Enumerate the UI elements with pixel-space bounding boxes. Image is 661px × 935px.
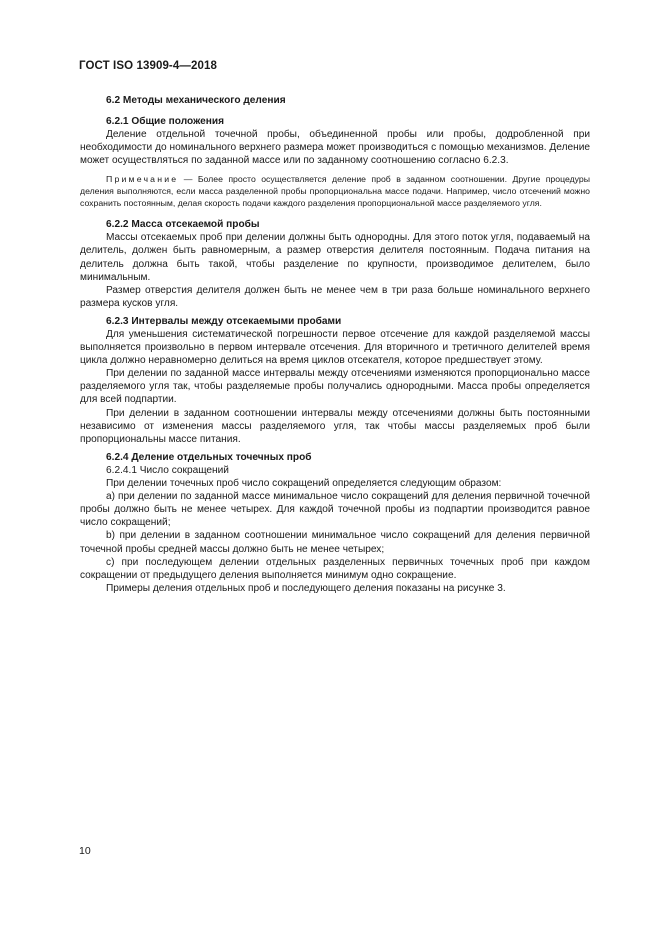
document-body xyxy=(80,94,590,595)
section-6-2-1-paragraph: Деление отдельной точечной пробы, объединенной пробы или пробы, додробленной при необходимости до номинального верхнего размера может производиться с помощью механизмов. Деление может осуществляться по заданной массе или по заданному соотношению согласно 6.2.3. xyxy=(80,129,590,167)
section-6-2-title: 6.2 Методы механического деления xyxy=(106,95,286,106)
note-paragraph xyxy=(80,174,590,209)
section-6-2-2-paragraph-1: Массы отсекаемых проб при делении должны быть однородны. Для этого поток угля, подаваемый на делитель, должен быть равномерным, а размер отверстия делителя постоянным. Подача питания на делитель должна быть такой, чтобы разделение по крупности, производимое делителем, было минимальным. xyxy=(80,232,590,283)
section-6-2-4-1-title: 6.2.4.1 Число сокращений xyxy=(106,464,229,476)
list-item-a: а) при делении по заданной массе минимальное число сокращений для деления первичной точечной пробы должно быть не менее четырех. Для каждой точечной пробы из подпартии производится равное число сокращений; xyxy=(80,491,590,529)
section-6-2-3-paragraph-2: При делении по заданной массе интервалы между отсечениями изменяются пропорционально массе разделяемого угля так, чтобы разделяемые пробы получались однородными. Масса пробы определяется для всей подпартии. xyxy=(80,368,590,406)
section-6-2-4-paragraph-2: Примеры деления отдельных проб и последующего деления показаны на рисунке 3. xyxy=(106,582,506,594)
section-6-2-2-paragraph-2: Размер отверстия делителя должен быть не менее чем в три раза больше номинального верхнего размера кусков угля. xyxy=(80,284,590,309)
section-6-2-1-title: 6.2.1 Общие положения xyxy=(106,116,224,128)
document-header: ГОСТ ISO 13909-4—2018 xyxy=(79,60,217,72)
note-text: — Более просто осуществляется деление проб в заданном соотношении. Другие процедуры деления выполняются, если масса разделенной пробы пропорциональна массе подачи. Например, число отсечений можно сохранить постоянным, делая скорость подачи каждого разделения пропорциональной массе разделяемого угля. xyxy=(80,174,590,208)
section-6-2-4-title: 6.2.4 Деление отдельных точечных проб xyxy=(106,451,312,463)
section-6-2-3-paragraph-3: При делении в заданном соотношении интервалы между отсечениями должны быть постоянными независимо от изменения массы разделяемого угля, так чтобы массы разделяемых проб были пропорциональны массе питания. xyxy=(80,407,590,445)
section-6-2-2-title: 6.2.2 Масса отсекаемой пробы xyxy=(106,219,260,231)
list-item-b: b) при делении в заданном соотношении минимальное число сокращений для деления первичной точечной пробы средней массы должно быть не менее четырех; xyxy=(80,530,590,555)
page-number: 10 xyxy=(79,845,91,857)
note-label: Примечание xyxy=(106,174,179,185)
section-6-2-3-title: 6.2.3 Интервалы между отсекаемыми пробами xyxy=(106,315,342,327)
section-6-2-3-paragraph-1: Для уменьшения систематической погрешности первое отсечение для каждой разделяемой массы выполняется произвольно в первом интервале отсечения. Для вторичного и третичного делителей время цикла должно неравномерно делиться на время циклов отсекателя, которое предшествует этому. xyxy=(80,329,590,367)
section-6-2-4-paragraph-1: При делении точечных проб число сокращений определяется следующим образом: xyxy=(106,478,502,490)
list-item-c: с) при последующем делении отдельных разделенных первичных точечных проб при каждом сокращении от предыдущего деления выполняется минимум одно сокращение. xyxy=(80,556,590,581)
